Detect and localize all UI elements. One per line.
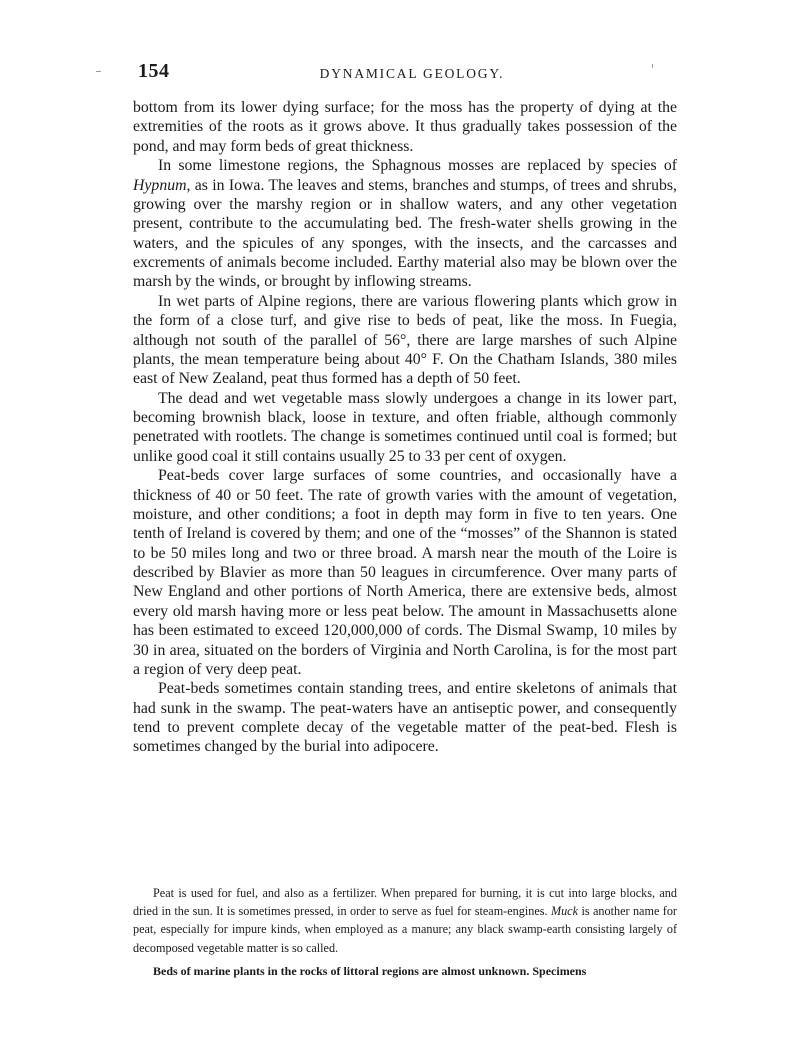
page-header [138,60,686,86]
body-text [133,98,677,757]
note-peat-uses [133,884,677,957]
note-text: is another name for peat, especially for impure kinds, when employed as a manure; any black swamp-earth consisting largely of decomposed vegetable matter is so called. [133,904,677,955]
paragraph-peat-beds-extent: Peat-beds cover large surfaces of some countries, and occasionally have a thickness of 40 or 50 feet. The rate of growth varies with the amount of vegetation, moisture, and other conditions; a foot in depth may form in five to ten years. One tenth of Ireland is covered by them; and one of the “mosses” of the Shannon is stated to be 50 miles long and two or three broad. A marsh near the mouth of the Loire is described by Blavier as more than 50 leagues in circumference. Over many parts of New England and other portions of North America, there are extensive beds, almost every old marsh having more or less peat below. The amount in Massachusetts alone has been estimated to exceed 120,000,000 of cords. The Dismal Swamp, 10 miles by 30 in area, situated on the borders of Virginia and North Carolina, is for the most part a region of very deep peat. [133,467,677,678]
paragraph-text: In some limestone regions, the Sphagnous mosses are replaced by species of [158,157,677,175]
note-marine-plants: Beds of marine plants in the rocks of littoral regions are almost unknown. Specimens [153,963,587,978]
paragraph-limestone-regions [133,156,677,292]
scan-speck [652,64,653,68]
paragraph-text: , as in Iowa. The leaves and stems, branches and stumps, of trees and shrubs, growing over the marshy region or in shallow waters, and any other vegetation present, contribute to the accumulating bed. The fresh-water shells growing in the waters, and the spicules of any sponges, with the insects, and the carcasses and excrements of animals become included. Earthy material also may be blown over the marsh by the winds, or brought by inflowing streams. [133,176,677,291]
paragraph-peat-change: The dead and wet vegetable mass slowly undergoes a change in its lower part, becoming brownish black, loose in texture, and often friable, although commonly penetrated with rootlets. The change is sometimes continued until coal is formed; but unlike good coal it still contains usually 25 to 33 per cent of oxygen. [133,389,677,465]
genus-name: Hypnum [133,176,187,194]
paragraph-peat-beds-preservation: Peat-beds sometimes contain standing trees, and entire skeletons of animals that had sunk in the swamp. The peat-waters have an antiseptic power, and consequently tend to prevent complete decay of the vegetable matter of the peat-bed. Flesh is sometimes changed by the burial into adipocere. [133,680,677,756]
paragraph-continued: bottom from its lower dying surface; for the moss has the property of dying at the extremities of the roots as it grows above. It thus gradually takes possession of the pond, and may form beds of great thickness. [133,99,677,155]
muck-term: Muck [550,904,579,919]
paragraph-alpine-regions: In wet parts of Alpine regions, there are various flowering plants which grow in the form of a close turf, and give rise to beds of peat, like the moss. In Fuegia, although not south of the parallel of 56°, there are large marshes of such Alpine plants, the mean temperature being about 40° F. On the Chatham Islands, 380 miles east of New Zealand, peat thus formed has a depth of 50 feet. [133,292,677,388]
scan-speck [96,71,101,72]
page-number: 154 [138,60,170,82]
note-text: Peat is used for fuel, and also as a fertilizer. When prepared for burning, it is cut into large blocks, and dried in the sun. It is sometimes pressed, in order to serve as fuel for steam-engines. [133,886,677,919]
running-title: DYNAMICAL GEOLOGY. [319,66,505,81]
small-print-notes [133,884,677,985]
